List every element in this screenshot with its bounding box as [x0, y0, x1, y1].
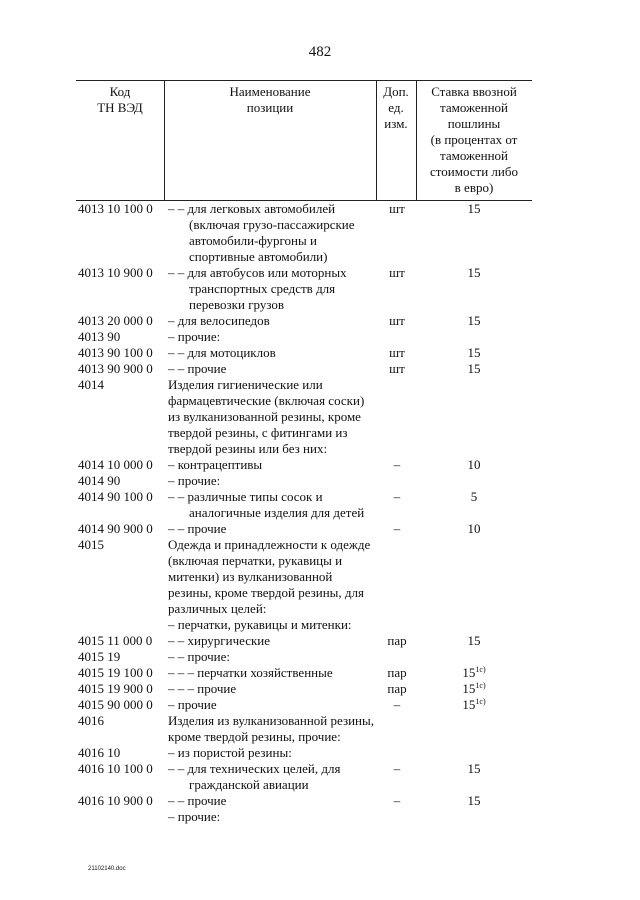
header-name-line: позиции	[246, 100, 294, 115]
row-unit: пар	[387, 633, 407, 648]
description-line: – – прочие	[168, 793, 227, 808]
description-line: – – прочие	[168, 361, 227, 376]
row-unit: –	[393, 697, 401, 712]
row-code: 4015 90 000 0	[78, 697, 153, 712]
description-line: – – хирургические	[168, 633, 271, 648]
row-rate: 15	[467, 201, 481, 216]
row-rate-cell	[416, 697, 532, 713]
row-code: 4013 90 900 0	[78, 361, 153, 376]
row-rate: 15	[467, 793, 481, 808]
description-line: – прочие:	[168, 809, 221, 824]
row-rate-cell	[416, 681, 532, 697]
row-description	[168, 745, 380, 761]
description-line: твердой резины, с фитингами из	[168, 425, 348, 440]
row-code: 4015 19	[78, 649, 121, 664]
header-code-line: Код	[109, 84, 131, 99]
row-rate: 15	[462, 681, 476, 696]
row-unit: пар	[387, 665, 407, 680]
row-description	[168, 361, 380, 377]
row-description	[168, 489, 380, 521]
description-line: аналогичные изделия для детей	[189, 505, 365, 520]
row-code: 4013 20 000 0	[78, 313, 153, 328]
footer-filename: 21102140.doc	[88, 866, 126, 872]
description-line: – перчатки, рукавицы и митенки:	[168, 617, 352, 632]
row-unit: –	[393, 457, 401, 472]
row-rate-cell	[416, 489, 532, 505]
header-name-line: Наименование	[229, 84, 311, 99]
row-unit: –	[393, 521, 401, 536]
header-rate-line: в евро)	[454, 180, 494, 195]
table-row	[0, 265, 640, 313]
table-row	[0, 681, 640, 697]
description-line: резины, кроме твердой резины, для	[168, 585, 364, 600]
description-line: спортивные автомобили)	[189, 249, 328, 264]
row-description	[168, 521, 380, 537]
row-rate-cell	[416, 457, 532, 473]
row-rate-cell	[416, 665, 532, 681]
row-code: 4016 10 900 0	[78, 793, 153, 808]
row-rate-cell	[416, 793, 532, 809]
table-row	[0, 473, 640, 489]
description-line: кроме твердой резины, прочие:	[168, 729, 341, 744]
table-row	[0, 521, 640, 537]
row-rate-cell	[416, 361, 532, 377]
row-description	[168, 457, 380, 473]
description-line: твердой резины или без них:	[168, 441, 328, 456]
row-description	[168, 793, 380, 809]
table-row	[0, 537, 640, 617]
row-description	[168, 713, 380, 745]
row-unit: шт	[389, 361, 405, 376]
table-row	[0, 761, 640, 793]
row-code: 4014 10 000 0	[78, 457, 153, 472]
row-rate: 5	[470, 489, 478, 504]
table-row	[0, 649, 640, 665]
row-rate: 15	[467, 361, 481, 376]
row-description	[168, 329, 380, 345]
description-line: различных целей:	[168, 601, 267, 616]
table-row	[0, 809, 640, 825]
row-rate: 10	[467, 457, 481, 472]
row-rate-cell	[416, 313, 532, 329]
description-line: Одежда и принадлежности к одежде	[168, 537, 371, 552]
row-rate: 15	[467, 345, 481, 360]
header-rate-line: пошлины	[447, 116, 501, 131]
row-description	[168, 345, 380, 361]
row-unit: шт	[389, 265, 405, 280]
description-line: – прочие:	[168, 473, 221, 488]
row-unit: пар	[387, 681, 407, 696]
row-code: 4015 19 900 0	[78, 681, 153, 696]
header-rate-line: (в процентах от	[430, 132, 518, 147]
row-rate: 15	[467, 313, 481, 328]
description-line: – для велосипедов	[168, 313, 270, 328]
table-row	[0, 345, 640, 361]
row-description	[168, 665, 380, 681]
row-description	[168, 697, 380, 713]
description-line: Изделия гигиенические или	[168, 377, 323, 392]
table-top-rule	[76, 80, 532, 81]
table-row	[0, 457, 640, 473]
description-line: – – – перчатки хозяйственные	[168, 665, 333, 680]
description-line: автомобили-фургоны и	[189, 233, 317, 248]
row-description	[168, 537, 380, 617]
rate-footnote: 1с)	[475, 665, 486, 674]
table-row	[0, 745, 640, 761]
row-rate: 15	[467, 761, 481, 776]
description-line: фармацевтические (включая соски)	[168, 393, 365, 408]
row-code: 4014 90	[78, 473, 121, 488]
header-unit-line: Доп.	[383, 84, 409, 99]
table-row	[0, 489, 640, 521]
row-rate-cell	[416, 265, 532, 281]
row-description	[168, 809, 380, 825]
description-line: Изделия из вулканизованной резины,	[168, 713, 374, 728]
row-code: 4016	[78, 713, 104, 728]
header-code	[76, 84, 164, 116]
row-description	[168, 313, 380, 329]
row-unit: –	[393, 489, 401, 504]
table-row	[0, 633, 640, 649]
description-line: (включая перчатки, рукавицы и	[168, 553, 343, 568]
row-description	[168, 265, 380, 313]
description-line: транспортных средств для	[189, 281, 336, 296]
row-description	[168, 761, 380, 793]
row-code: 4013 90 100 0	[78, 345, 153, 360]
header-rate-line: Ставка ввозной	[431, 84, 517, 99]
table-row	[0, 713, 640, 745]
description-line: гражданской авиации	[189, 777, 309, 792]
row-rate-cell	[416, 633, 532, 649]
row-code: 4013 90	[78, 329, 121, 344]
row-unit: –	[393, 793, 401, 808]
row-description	[168, 377, 380, 457]
description-line: – контрацептивы	[168, 457, 263, 472]
description-line: – – различные типы сосок и	[168, 489, 323, 504]
page-number: 482	[308, 44, 332, 60]
table-row	[0, 617, 640, 633]
row-code: 4016 10	[78, 745, 121, 760]
table-row	[0, 697, 640, 713]
description-line: – – для автобусов или моторных	[168, 265, 347, 280]
description-line: – – для легковых автомобилей	[168, 201, 336, 216]
row-description	[168, 201, 380, 265]
description-line: – прочие	[168, 697, 217, 712]
header-rate	[416, 84, 532, 196]
row-rate-cell	[416, 521, 532, 537]
description-line: – прочие:	[168, 329, 221, 344]
row-rate-cell	[416, 761, 532, 777]
header-unit-line: изм.	[384, 116, 408, 131]
row-description	[168, 473, 380, 489]
description-line: – – – прочие	[168, 681, 237, 696]
row-code: 4013 10 100 0	[78, 201, 153, 216]
row-code: 4014 90 900 0	[78, 521, 153, 536]
rate-footnote: 1с)	[475, 681, 486, 690]
tariff-table-body	[0, 201, 640, 825]
row-code: 4013 10 900 0	[78, 265, 153, 280]
table-row	[0, 313, 640, 329]
row-description	[168, 633, 380, 649]
description-line: – – прочие	[168, 521, 227, 536]
row-rate: 15	[467, 265, 481, 280]
description-line: перевозки грузов	[189, 297, 285, 312]
header-name	[164, 84, 376, 116]
row-rate: 15	[462, 697, 476, 712]
row-rate: 15	[467, 633, 481, 648]
description-line: – – для технических целей, для	[168, 761, 341, 776]
description-line: из вулканизованной резины, кроме	[168, 409, 361, 424]
row-rate-cell	[416, 345, 532, 361]
row-description	[168, 649, 380, 665]
row-description	[168, 617, 380, 633]
description-line: (включая грузо-пассажирские	[189, 217, 355, 232]
row-unit: шт	[389, 313, 405, 328]
table-row	[0, 201, 640, 265]
row-rate: 15	[462, 665, 476, 680]
row-code: 4015	[78, 537, 104, 552]
header-unit-line: ед.	[388, 100, 404, 115]
table-row	[0, 665, 640, 681]
row-rate: 10	[467, 521, 481, 536]
description-line: митенки) из вулканизованной	[168, 569, 333, 584]
row-unit: –	[393, 761, 401, 776]
rate-footnote: 1с)	[475, 697, 486, 706]
row-unit: шт	[389, 201, 405, 216]
row-rate-cell	[416, 201, 532, 217]
table-row	[0, 329, 640, 345]
description-line: – – прочие:	[168, 649, 230, 664]
header-rate-line: стоимости либо	[429, 164, 518, 179]
table-row	[0, 377, 640, 457]
header-rate-line: таможенной	[440, 148, 508, 163]
row-code: 4016 10 100 0	[78, 761, 153, 776]
table-row	[0, 361, 640, 377]
row-code: 4014	[78, 377, 104, 392]
row-code: 4014 90 100 0	[78, 489, 153, 504]
row-unit: шт	[389, 345, 405, 360]
header-rate-line: таможенной	[440, 100, 508, 115]
table-row	[0, 793, 640, 809]
row-code: 4015 19 100 0	[78, 665, 153, 680]
header-code-line: ТН ВЭД	[97, 100, 143, 115]
description-line: – из пористой резины:	[168, 745, 292, 760]
row-code: 4015 11 000 0	[78, 633, 153, 648]
row-description	[168, 681, 380, 697]
header-unit	[376, 84, 416, 132]
description-line: – – для мотоциклов	[168, 345, 276, 360]
